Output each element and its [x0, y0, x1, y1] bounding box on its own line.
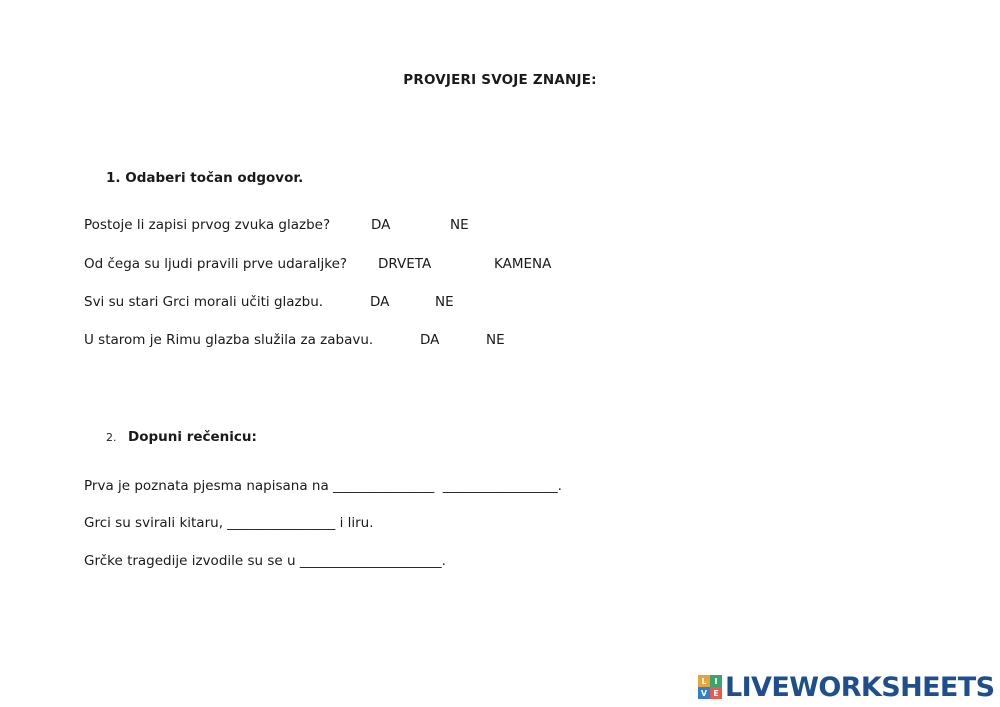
liveworksheets-logo — [698, 672, 994, 702]
question-4-option-b[interactable]: NE — [486, 332, 505, 348]
section-1-heading: 1. Odaberi točan odgovor. — [106, 170, 304, 186]
question-2-option-a[interactable]: DRVETA — [378, 256, 432, 272]
logo-letter-l: L — [698, 675, 710, 687]
liveworksheets-logo-text: LIVEWORKSHEETS — [725, 671, 995, 703]
question-3-option-b[interactable]: NE — [435, 294, 454, 310]
liveworksheets-logo-icon — [698, 675, 722, 699]
question-4-text: U starom je Rimu glazba služila za zabavu. — [84, 332, 374, 348]
question-1-text: Postoje li zapisi prvog zvuka glazbe? — [84, 217, 331, 233]
fill-in-sentence-1[interactable]: Prva je poznata pjesma napisana na _______________ _________________. — [84, 478, 562, 494]
fill-in-sentence-3[interactable]: Grčke tragedije izvodile su se u _____________________. — [84, 553, 446, 569]
question-2-option-b[interactable]: KAMENA — [494, 256, 552, 272]
logo-letter-e: E — [710, 687, 722, 699]
question-2-text: Od čega su ljudi pravili prve udaraljke? — [84, 256, 348, 272]
logo-letter-i: I — [710, 675, 722, 687]
question-1-option-b[interactable]: NE — [450, 217, 469, 233]
question-4-option-a[interactable]: DA — [420, 332, 440, 348]
question-3-text: Svi su stari Grci morali učiti glazbu. — [84, 294, 324, 310]
section-2-heading: Dopuni rečenicu: — [128, 429, 257, 445]
fill-in-sentence-2[interactable]: Grci su svirali kitaru, ________________ i liru. — [84, 515, 374, 531]
logo-letter-v: V — [698, 687, 710, 699]
section-2-number: 2. — [106, 431, 117, 444]
question-1-option-a[interactable]: DA — [371, 217, 391, 233]
question-3-option-a[interactable]: DA — [370, 294, 390, 310]
page-title: PROVJERI SVOJE ZNANJE: — [403, 72, 597, 88]
